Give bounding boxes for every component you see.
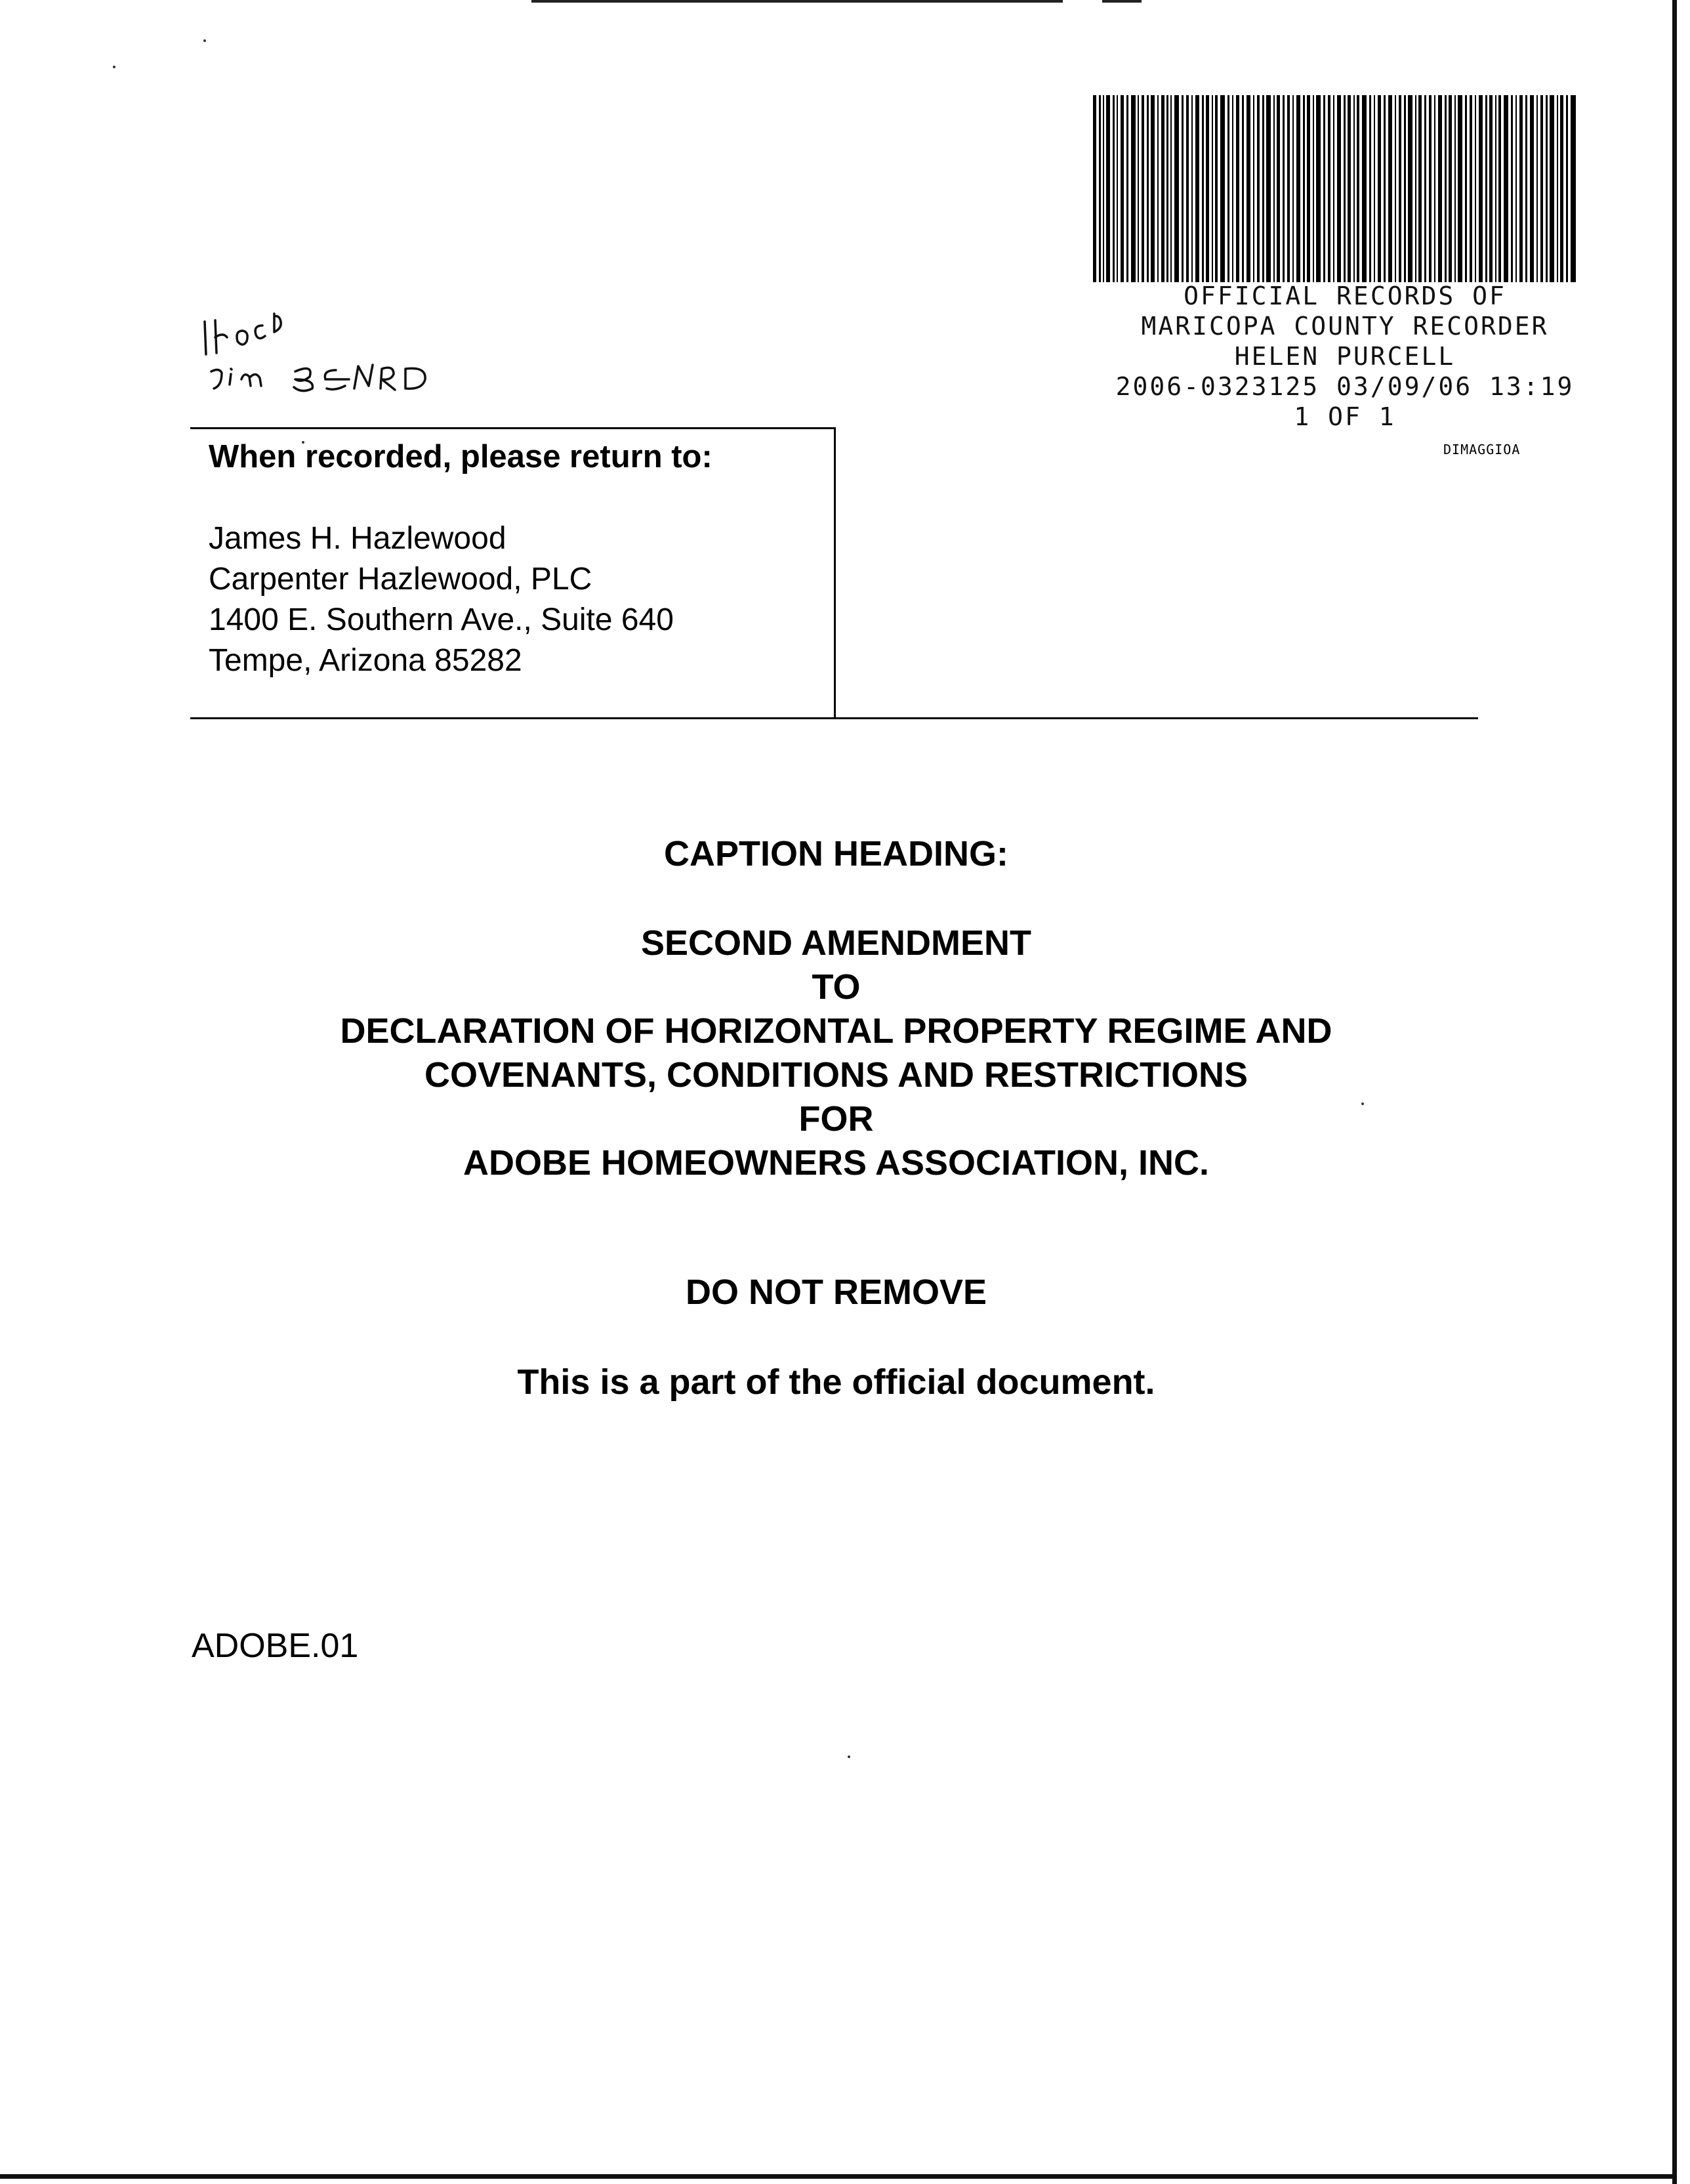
return-address-line: Tempe, Arizona 85282: [209, 643, 522, 678]
scan-speck: [113, 66, 115, 68]
document-title-line: ADOBE HOMEOWNERS ASSOCIATION, INC.: [463, 1143, 1210, 1183]
document-title-line: COVENANTS, CONDITIONS AND RESTRICTIONS: [424, 1055, 1248, 1095]
return-to-heading: When recorded, please return to:: [209, 439, 712, 474]
return-address: [209, 518, 674, 681]
recorder-stamp: [1076, 281, 1614, 432]
document-code: ADOBE.01: [192, 1627, 359, 1665]
official-document-notice: This is a part of the official document.: [517, 1362, 1155, 1402]
handwritten-note: [197, 308, 472, 407]
document-title-line: SECOND AMENDMENT: [640, 923, 1031, 963]
document-title: [0, 921, 1672, 1185]
page-border-bottom: [0, 2174, 1677, 2179]
page-count: 1 OF 1: [1294, 402, 1396, 431]
document-title-line: TO: [812, 967, 861, 1007]
recorder-stamp-line: HELEN PURCELL: [1234, 342, 1456, 371]
recorder-stamp-line: OFFICIAL RECORDS OF: [1184, 282, 1506, 310]
scan-speck: [848, 1755, 850, 1758]
document-title-line: DECLARATION OF HORIZONTAL PROPERTY REGIME AND: [340, 1011, 1332, 1051]
return-address-line: James H. Hazlewood: [209, 521, 506, 556]
scan-speck: [203, 39, 206, 42]
header-divider-line: [190, 717, 1478, 719]
top-edge-rule: [531, 0, 1063, 3]
barcode: [1093, 95, 1576, 282]
document-title-line: FOR: [798, 1099, 874, 1139]
clerk-id: DIMAGGIOA: [1443, 442, 1521, 457]
top-edge-rule-short: [1102, 0, 1142, 3]
page-border-right: [1672, 0, 1677, 2184]
do-not-remove-notice: DO NOT REMOVE: [685, 1272, 987, 1312]
return-box-right-border: [834, 428, 836, 719]
return-box-top-border: [190, 427, 836, 429]
recorder-stamp-line: MARICOPA COUNTY RECORDER: [1141, 312, 1549, 341]
return-address-line: Carpenter Hazlewood, PLC: [209, 562, 592, 597]
recording-number-datetime: 2006-0323125 03/09/06 13:19: [1115, 372, 1575, 401]
return-address-line: 1400 E. Southern Ave., Suite 640: [209, 602, 674, 637]
caption-heading: CAPTION HEADING:: [664, 834, 1008, 873]
